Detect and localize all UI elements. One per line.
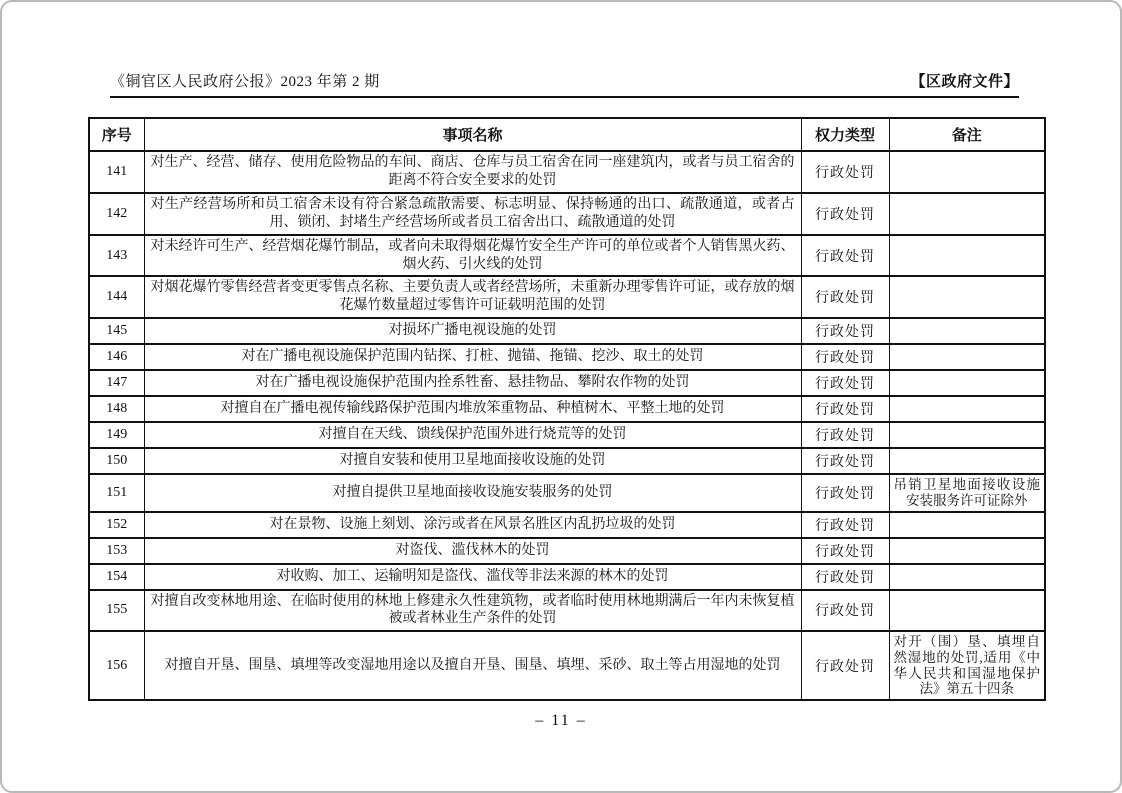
remark-cell — [889, 370, 1045, 396]
row-number-cell: 149 — [89, 422, 144, 448]
remark-cell — [889, 590, 1045, 632]
table-row — [89, 448, 1045, 474]
remark-cell — [889, 318, 1045, 344]
item-name-cell: 对在景物、设施上刻划、涂污或者在风景名胜区内乱扔垃圾的处罚 — [144, 512, 801, 538]
table-row — [89, 344, 1045, 370]
column-header-power-type: 权力类型 — [801, 118, 889, 151]
item-name-cell: 对未经许可生产、经营烟花爆竹制品，或者向未取得烟花爆竹安全生产许可的单位或者个人销售黑火药、烟火药、引火线的处罚 — [144, 235, 801, 277]
row-number-cell: 147 — [89, 370, 144, 396]
row-number-cell: 145 — [89, 318, 144, 344]
item-name-cell: 对擅自开垦、围垦、填埋等改变湿地用途以及擅自开垦、围垦、填埋、采砂、取土等占用湿地的处罚 — [144, 631, 801, 700]
item-name-cell: 对在广播电视设施保护范围内拴系牲畜、悬挂物品、攀附农作物的处罚 — [144, 370, 801, 396]
remark-cell — [889, 448, 1045, 474]
table-row — [89, 370, 1045, 396]
item-name-cell: 对擅自在广播电视传输线路保护范围内堆放笨重物品、种植树木、平整土地的处罚 — [144, 396, 801, 422]
table-row — [89, 422, 1045, 448]
table-row — [89, 193, 1045, 235]
row-number-cell: 146 — [89, 344, 144, 370]
row-number-cell: 156 — [89, 631, 144, 700]
item-name-cell: 对在广播电视设施保护范围内钻探、打桩、抛锚、拖锚、挖沙、取土的处罚 — [144, 344, 801, 370]
document-category-label: 【区政府文件】 — [910, 74, 1019, 90]
item-name-cell: 对生产经营场所和员工宿舍未设有符合紧急疏散需要、标志明显、保持畅通的出口、疏散通道，或者占用、锁闭、封堵生产经营场所或者员工宿舍出口、疏散通道的处罚 — [144, 193, 801, 235]
item-name-cell: 对擅自安装和使用卫星地面接收设施的处罚 — [144, 448, 801, 474]
column-header-item-name: 事项名称 — [144, 118, 801, 151]
remark-cell — [889, 538, 1045, 564]
table-row — [89, 512, 1045, 538]
remark-cell — [889, 235, 1045, 277]
item-name-cell: 对损坏广播电视设施的处罚 — [144, 318, 801, 344]
remark-cell: 对开（围）垦、填埋自然湿地的处罚,适用《中华人民共和国湿地保护法》第五十四条 — [889, 631, 1045, 700]
remark-cell — [889, 344, 1045, 370]
row-number-cell: 154 — [89, 564, 144, 590]
power-type-cell: 行政处罚 — [801, 474, 889, 511]
power-type-cell: 行政处罚 — [801, 344, 889, 370]
page-header — [110, 70, 1019, 98]
row-number-cell: 143 — [89, 235, 144, 277]
power-type-cell: 行政处罚 — [801, 631, 889, 700]
item-name-cell: 对生产、经营、储存、使用危险物品的车间、商店、仓库与员工宿舍在同一座建筑内，或者与员工宿舍的距离不符合安全要求的处罚 — [144, 151, 801, 193]
power-type-cell: 行政处罚 — [801, 590, 889, 632]
power-items-table — [88, 117, 1046, 701]
power-type-cell: 行政处罚 — [801, 193, 889, 235]
table-row — [89, 151, 1045, 193]
item-name-cell: 对收购、加工、运输明知是盗伐、滥伐等非法来源的林木的处罚 — [144, 564, 801, 590]
remark-cell — [889, 151, 1045, 193]
table-row — [89, 396, 1045, 422]
gazette-title: 《铜官区人民政府公报》2023 年第 2 期 — [110, 74, 380, 90]
power-type-cell: 行政处罚 — [801, 564, 889, 590]
power-type-cell: 行政处罚 — [801, 370, 889, 396]
power-type-cell: 行政处罚 — [801, 538, 889, 564]
table-header-row — [89, 118, 1045, 151]
row-number-cell: 153 — [89, 538, 144, 564]
remark-cell: 吊销卫星地面接收设施安装服务许可证除外 — [889, 474, 1045, 511]
row-number-cell: 144 — [89, 276, 144, 318]
remark-cell — [889, 512, 1045, 538]
power-type-cell: 行政处罚 — [801, 396, 889, 422]
row-number-cell: 148 — [89, 396, 144, 422]
remark-cell — [889, 564, 1045, 590]
row-number-cell: 141 — [89, 151, 144, 193]
table-row — [89, 564, 1045, 590]
item-name-cell: 对擅自在天线、馈线保护范围外进行烧荒等的处罚 — [144, 422, 801, 448]
row-number-cell: 151 — [89, 474, 144, 511]
row-number-cell: 142 — [89, 193, 144, 235]
item-name-cell: 对擅自提供卫星地面接收设施安装服务的处罚 — [144, 474, 801, 511]
table-row — [89, 318, 1045, 344]
item-name-cell: 对烟花爆竹零售经营者变更零售点名称、主要负责人或者经营场所，未重新办理零售许可证，或存放的烟花爆竹数量超过零售许可证载明范围的处罚 — [144, 276, 801, 318]
table-row — [89, 631, 1045, 700]
power-type-cell: 行政处罚 — [801, 512, 889, 538]
row-number-cell: 152 — [89, 512, 144, 538]
power-type-cell: 行政处罚 — [801, 448, 889, 474]
row-number-cell: 155 — [89, 590, 144, 632]
row-number-cell: 150 — [89, 448, 144, 474]
table-row — [89, 235, 1045, 277]
table-header — [89, 118, 1045, 151]
remark-cell — [889, 396, 1045, 422]
column-header-serial-number: 序号 — [89, 118, 144, 151]
power-type-cell: 行政处罚 — [801, 151, 889, 193]
table-row — [89, 276, 1045, 318]
power-type-cell: 行政处罚 — [801, 235, 889, 277]
table-body — [89, 151, 1045, 700]
remark-cell — [889, 422, 1045, 448]
table-row — [89, 590, 1045, 632]
remark-cell — [889, 193, 1045, 235]
table-row — [89, 474, 1045, 511]
table-row — [89, 538, 1045, 564]
power-type-cell: 行政处罚 — [801, 276, 889, 318]
power-type-cell: 行政处罚 — [801, 318, 889, 344]
power-type-cell: 行政处罚 — [801, 422, 889, 448]
remark-cell — [889, 276, 1045, 318]
page-number: – 11 – — [535, 712, 587, 729]
item-name-cell: 对擅自改变林地用途、在临时使用的林地上修建永久性建筑物，或者临时使用林地期满后一年内未恢复植被或者林业生产条件的处罚 — [144, 590, 801, 632]
column-header-remark: 备注 — [889, 118, 1045, 151]
item-name-cell: 对盗伐、滥伐林木的处罚 — [144, 538, 801, 564]
